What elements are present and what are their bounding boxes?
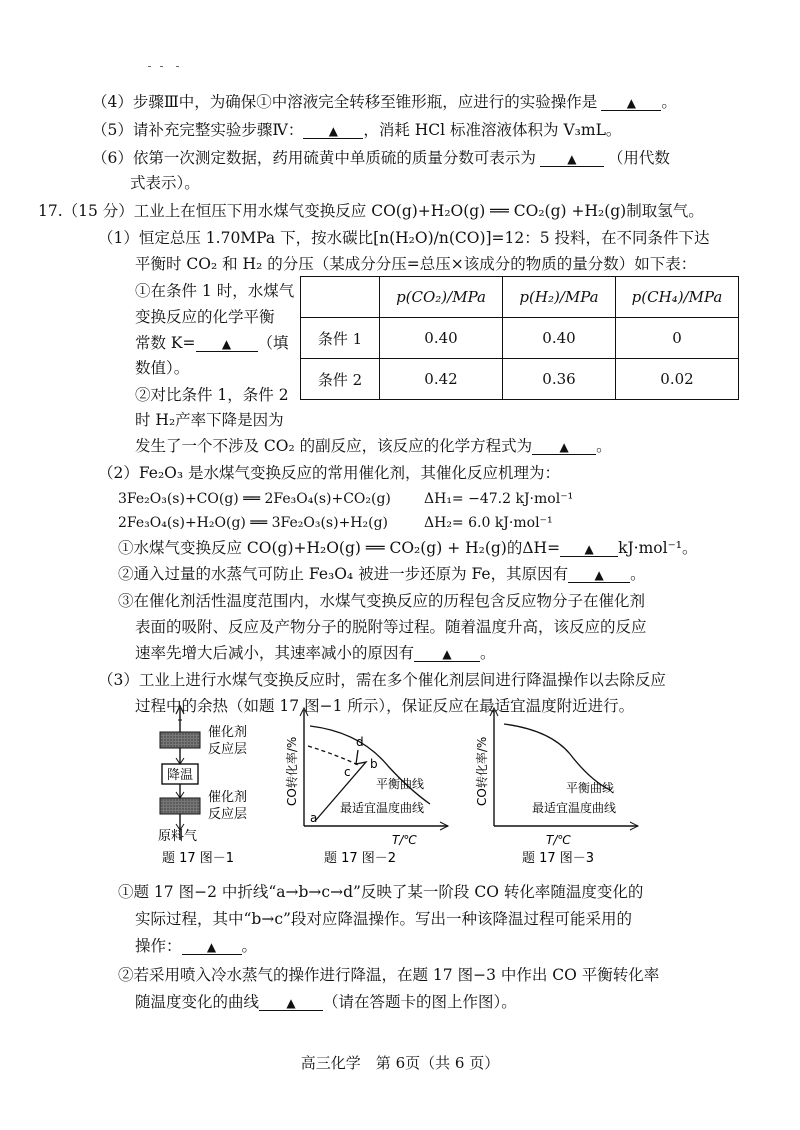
fig2-ylabel: CO转化率/% (285, 736, 299, 806)
fig3-xlabel: T/℃ (546, 833, 571, 847)
sub-1-2b: 时 H₂产率下降是因为 (135, 411, 284, 429)
table-header-cell: p(H₂)/MPa (503, 277, 616, 318)
fig1-bot-label2: 反应层 (208, 807, 248, 822)
catalyst-layer-bottom (160, 798, 200, 814)
table-cell: 0.40 (503, 318, 616, 359)
answer-blank[interactable]: ▲ (303, 124, 363, 139)
answer-blank[interactable]: ▲ (532, 440, 596, 455)
table-cell: 0.36 (503, 359, 616, 400)
answer-blank[interactable]: ▲ (540, 152, 604, 167)
scan-speck (148, 66, 151, 67)
question-17-1b: 平衡时 CO₂ 和 H₂ 的分压（某成分分压=总压×该成分的物质的量分数）如下表： (135, 255, 697, 273)
question-17-3b: 过程中的余热（如题 17 图−1 所示），保证反应在最适宜温度附近进行。 (135, 697, 635, 715)
table-header-cell (301, 277, 380, 318)
question-16-5: （5）请补充完整实验步骤Ⅳ： ▲ ，消耗 HCl 标准溶液体积为 V₃mL。 (92, 121, 622, 139)
sub-1-1d: 数值）。 (135, 359, 190, 377)
answer-blank[interactable]: ▲ (182, 940, 242, 955)
question-17-title: 17.（15 分）工业上在恒压下用水煤气变换反应 CO(g)+H₂O(g) ══ CO₂(g) +H₂(g)制取氢气。 (38, 202, 704, 220)
fig1-caption: 题 17 图－1 (162, 851, 235, 865)
sub-2-2: ②通入过量的水蒸气可防止 Fe₃O₄ 被进一步还原为 Fe，其原因有 ▲ 。 (118, 565, 646, 583)
catalyst-layer-top (160, 732, 200, 748)
answer-blank[interactable]: ▲ (259, 996, 323, 1011)
fig3-ylabel: CO转化率/% (475, 736, 489, 806)
question-16-4: （4）步骤Ⅲ中，为确保①中溶液完全转移至锥形瓶，应进行的实验操作是 ▲ 。 (92, 93, 677, 111)
sub-2-1: ①水煤气变换反应 CO(g)+H₂O(g) ══ CO₂(g) + H₂(g)的ΔH= ▲ kJ·mol⁻¹。 (118, 539, 698, 557)
sub-2-3a: ③在催化剂活性温度范围内，水煤气变换反应的历程包含反应物分子在催化剂 (118, 592, 646, 610)
fig1-mid-label: 降温 (166, 768, 194, 783)
fig2-caption: 题 17 图－2 (324, 851, 397, 866)
equation-1: 3Fe₂O₃(s)+CO(g) ══ 2Fe₃O₄(s)+CO₂(g) (118, 491, 391, 507)
delta-h1: ΔH₁= −47.2 kJ·mol⁻¹ (424, 491, 574, 507)
figure-17-3 (470, 706, 650, 866)
question-17-3a: （3）工业上进行水煤气变换反应时，需在多个催化剂层间进行降温操作以去除反应 (98, 671, 666, 689)
table-cell: 条件 2 (301, 359, 380, 400)
fig1-top-label: 催化剂 (208, 725, 248, 740)
fig3-curve1-label: 平衡曲线 (566, 781, 615, 795)
sub-1-1a: ①在条件 1 时，水煤气 (135, 282, 295, 300)
question-16-6: （6）依第一次测定数据，药用硫黄中单质硫的质量分数可表示为 ▲ （用代数 (92, 149, 670, 167)
sub-3-1b: 实际过程，其中“b→c”段对应降温操作。写出一种该降温过程可能采用的 (135, 910, 632, 928)
fig2-curve2-label: 最适宜温度曲线 (340, 801, 425, 815)
question-17-2: （2）Fe₂O₃ 是水煤气变换反应的常用催化剂，其催化反应机理为： (98, 464, 561, 482)
table-header-row (301, 277, 739, 318)
equation-2: 2Fe₃O₄(s)+H₂O(g) ══ 3Fe₂O₃(s)+H₂(g) (118, 515, 389, 531)
fig2-point-a: a (310, 811, 318, 825)
fig2-point-b: b (370, 757, 378, 771)
table-row (301, 359, 739, 400)
answer-blank[interactable]: ▲ (568, 568, 630, 583)
table-cell: 0 (616, 318, 739, 359)
fig3-caption: 题 17 图－3 (522, 851, 595, 866)
sub-1-1b: 变换反应的化学平衡 (135, 308, 275, 326)
answer-blank[interactable]: ▲ (196, 337, 258, 352)
table-cell: 条件 1 (301, 318, 380, 359)
answer-blank[interactable]: ▲ (601, 96, 661, 111)
question-17-1a: （1）恒定总压 1.70MPa 下，按水碳比[n(H₂O)/n(CO)]=12：5 投料，在不同条件下达 (98, 229, 710, 247)
fig2-point-c: c (344, 765, 351, 779)
question-16-6-cont: 式表示）。 (130, 174, 200, 192)
partial-pressure-table (300, 276, 739, 400)
page-footer: 高三化学 第 6页（共 6 页） (300, 1054, 500, 1072)
sub-1-2c: 发生了一个不涉及 CO₂ 的副反应，该反应的化学方程式为 ▲ 。 (135, 437, 612, 455)
delta-h2: ΔH₂= 6.0 kJ·mol⁻¹ (424, 515, 553, 531)
fig2-point-d: d (356, 735, 364, 749)
sub-3-1c: 操作： ▲ 。 (135, 937, 258, 955)
answer-blank[interactable]: ▲ (560, 542, 618, 557)
figure-17-1 (140, 700, 270, 865)
fig3-curve2-label: 最适宜温度曲线 (532, 801, 617, 815)
fig2-optimal-curve (308, 746, 360, 766)
sub-2-3c: 速率先增大后减小，其速率减小的原因有 ▲ 。 (135, 644, 496, 662)
fig1-bot-label: 催化剂 (208, 790, 248, 805)
table-cell: 0.02 (616, 359, 739, 400)
scan-speck (176, 66, 179, 67)
sub-3-2b: 随温度变化的曲线 ▲ （请在答题卡的图上作图）。 (135, 993, 517, 1011)
fig2-curve1-label: 平衡曲线 (376, 777, 425, 791)
sub-1-1c: 常数 K= ▲ （填 (135, 334, 289, 352)
sub-2-3b: 表面的吸附、反应及产物分子的脱附等过程。随着温度升高，该反应的反应 (135, 618, 647, 636)
figure-17-2 (280, 706, 460, 866)
table-header-cell: p(CO₂)/MPa (380, 277, 503, 318)
fig1-top-label2: 反应层 (208, 742, 248, 757)
sub-1-2a: ②对比条件 1，条件 2 (135, 386, 289, 404)
table-cell: 0.40 (380, 318, 503, 359)
table-cell: 0.42 (380, 359, 503, 400)
table-header-cell: p(CH₄)/MPa (616, 277, 739, 318)
answer-blank[interactable]: ▲ (414, 647, 480, 662)
scan-speck (160, 66, 163, 67)
sub-3-1a: ①题 17 图−2 中折线“a→b→c→d”反映了某一阶段 CO 转化率随温度变化的 (118, 883, 644, 901)
table-row (301, 318, 739, 359)
sub-3-2a: ②若采用喷入冷水蒸气的操作进行降温，在题 17 图−3 中作出 CO 平衡转化率 (118, 966, 660, 984)
fig2-xlabel: T/℃ (392, 833, 417, 847)
fig1-feed-label: 原料气 (158, 829, 198, 844)
